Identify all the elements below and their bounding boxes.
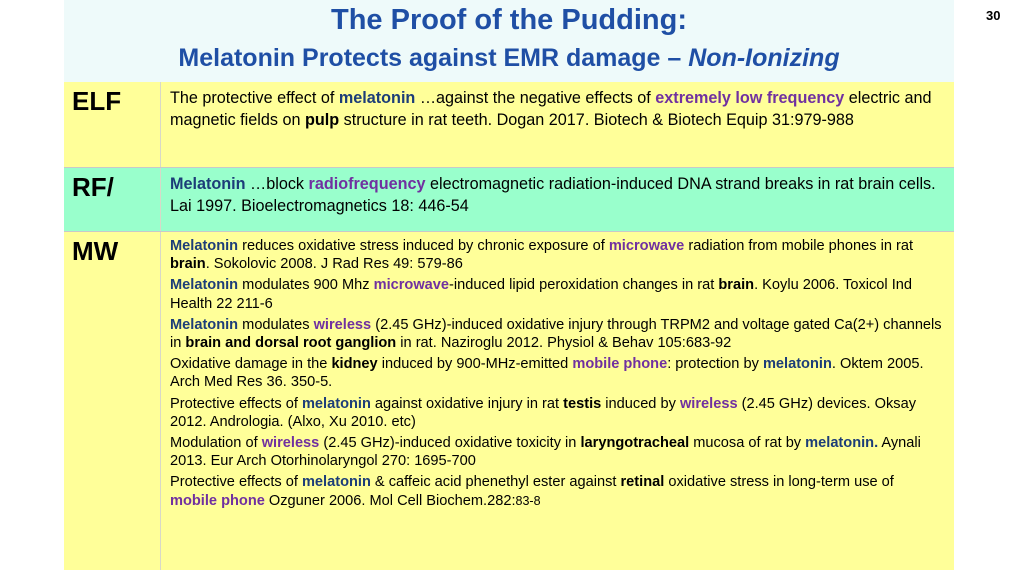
keyword: retinal [620,474,665,491]
keyword: radiofrequency [308,175,426,193]
row-rf [64,167,954,231]
citation-entry [170,237,944,273]
citation-text: induced by [601,395,680,412]
keyword: melatonin [762,356,832,373]
row-label: ELF [72,86,122,116]
citation-text: modulates 900 Mhz [238,277,374,294]
keyword: testis [563,395,602,412]
subtitle-italic: Non-Ionizing [688,44,840,72]
citation-text: against oxidative injury in rat [370,395,564,412]
row-mw [64,231,954,570]
citation-text: (2.45 GHz) devices. Oksay 2012. Andrologia. (Alxo, Xu 2010. etc) [170,395,916,430]
keyword: wireless [679,395,738,412]
keyword: pulp [304,110,340,129]
keyword: wireless [261,435,320,452]
citation-entry [170,174,944,217]
row-content [160,232,954,570]
row-label: RF/ [72,172,114,202]
citation-text: electric and magnetic fields on [170,89,932,129]
keyword: Melatonin [170,277,239,294]
keyword: melatonin. [805,435,879,452]
citation-text: Ozguner 2006. Mol Cell Biochem.282: [264,492,516,509]
keyword: brain [170,256,206,273]
citation-text: mucosa of rat by [689,435,806,452]
row-label: MW [72,236,119,266]
citation-entry [170,355,944,391]
citation-text: : protection by [667,356,763,373]
citation-text: modulates [238,316,314,333]
slide-title: The Proof of the Pudding: [330,4,687,36]
keyword: extremely low frequency [655,89,845,107]
citation-text: electromagnetic radiation-induced DNA strand breaks in rat brain cells. Lai 1997. Bioelectromagnetics 18: 446-54 [170,175,936,215]
keyword: wireless [313,316,372,333]
citation-text: …against the negative effects of [415,89,656,107]
citation-text: Aynali 2013. Eur Arch Otorhinolaryngol 270: 1695-700 [170,435,921,470]
citation-text: radiation from mobile phones in rat [684,238,914,254]
citation-text: …block [245,175,309,193]
keyword: brain and dorsal root ganglion [185,335,397,352]
keyword: melatonin [301,474,371,491]
citation-text: Protective effects of [170,474,302,491]
citation-text: Oxidative damage in the [170,356,332,373]
row-content [160,82,954,167]
keyword: microwave [373,277,450,294]
citation-text: . Oktem 2005. Arch Med Res 36. 350-5. [170,356,924,391]
citation-text: reduces oxidative stress induced by chronic exposure of [238,238,609,254]
keyword: melatonin [338,89,416,107]
page-number: 30 [986,8,1001,23]
slide-title-box [64,0,954,82]
citation-text: -induced lipid peroxidation changes in rat [449,277,719,294]
citation-text: . Koylu 2006. Toxicol Ind Health 22 211-6 [170,277,913,312]
keyword: Melatonin [170,238,239,254]
citation-text: structure in rat teeth. Dogan 2017. Biotech & Biotech Equip 31:979-988 [339,110,854,129]
subtitle-text: Melatonin Protects against EMR damage – [178,44,689,72]
citation-entry [170,88,944,131]
citation-text: Modulation of [170,435,262,452]
citation-text: in rat. Naziroglu 2012. Physiol & Behav 105:683-92 [396,335,732,352]
row-content [160,168,954,231]
citation-text: (2.45 GHz)-induced oxidative toxicity in [319,435,581,452]
slide-subtitle [64,44,954,73]
citation-text: induced by 900-MHz-emitted [377,356,573,373]
keyword: microwave [608,238,685,254]
citation-text: Protective effects of [170,395,302,412]
citation-text: oxidative stress in long-term use of [664,474,894,491]
citation-text: (2.45 GHz)-induced oxidative injury through TRPM2 and voltage gated Ca(2+) channels in [170,316,942,352]
citation-text: & caffeic acid phenethyl ester against [370,474,621,491]
keyword: kidney [331,356,378,373]
citation-text: . Sokolovic 2008. J Rad Res 49: 579-86 [205,256,463,273]
citation-entry [170,434,944,470]
keyword: laryngotracheal [580,435,690,452]
keyword: Melatonin [170,316,239,333]
citation-entry [170,473,944,509]
citation-text: The protective effect of [170,89,339,107]
row-elf [64,82,954,167]
keyword: melatonin [301,395,371,412]
keyword: mobile phone [572,356,668,373]
keyword: brain [718,277,755,294]
citation-entry [170,395,944,431]
keyword: 83-8 [515,493,541,508]
citation-entry [170,276,944,312]
keyword: Melatonin [170,175,246,193]
citation-entry [170,316,944,352]
keyword: mobile phone [170,492,265,509]
